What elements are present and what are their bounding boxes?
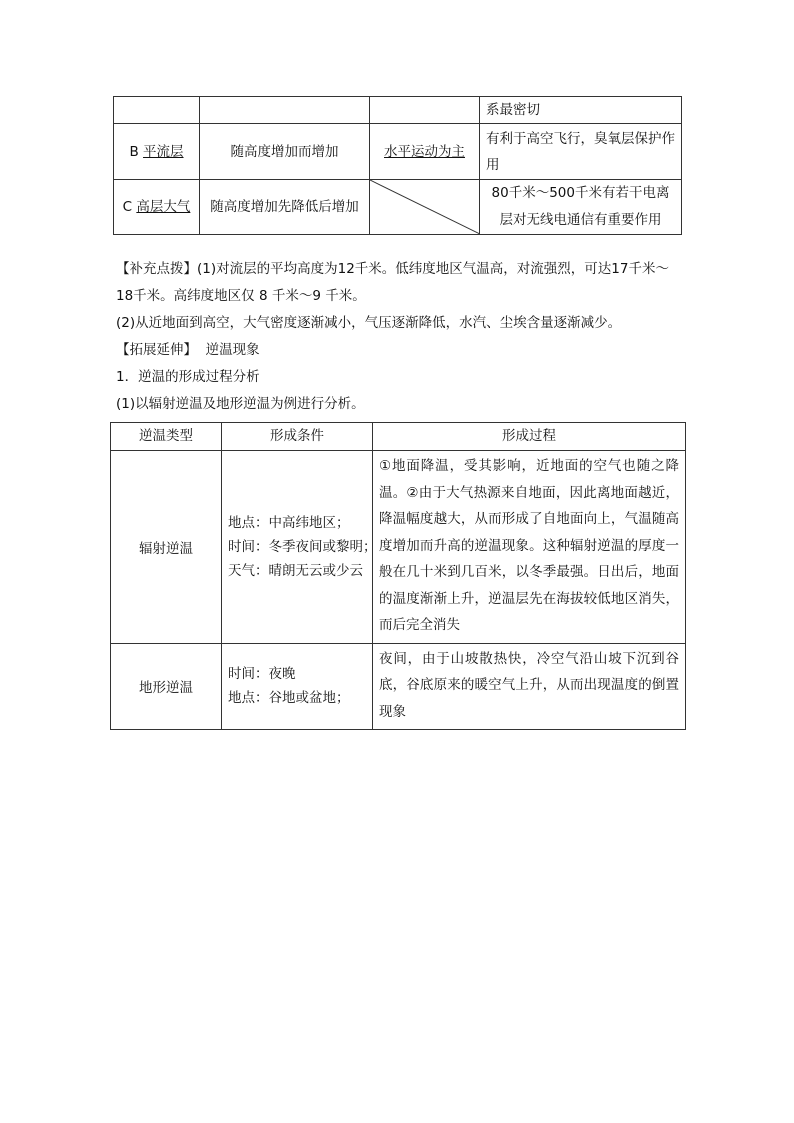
table-cell (370, 97, 480, 124)
extension-title: 逆温现象 (205, 342, 260, 358)
table-cell (200, 97, 370, 124)
relation-cell (480, 180, 682, 235)
layer-name: 平流层 (143, 143, 184, 160)
table-row (114, 124, 682, 180)
header-process: 形成过程 (373, 423, 686, 451)
table-row (114, 180, 682, 235)
table-row (114, 97, 682, 124)
header-type: 逆温类型 (111, 423, 222, 451)
section-subheading: (1)以辐射逆温及地形逆温为例进行分析。 (116, 396, 365, 412)
temperature-cell: 随高度增加而增加 (200, 124, 370, 180)
section-heading: 1．逆温的形成过程分析 (116, 369, 260, 385)
diagonal-line (370, 180, 480, 234)
inversion-table (110, 422, 686, 730)
layer-name-cell (114, 180, 200, 235)
supplement-line-1 (116, 256, 686, 283)
layer-letter: B (129, 143, 144, 160)
process-cell: 夜间，由于山坡散热快，冷空气沿山坡下沉到谷底，谷底原来的暖空气上升，从而出现温度的倒置现象 (373, 643, 686, 730)
empty-diagonal-cell (370, 180, 480, 235)
temperature-cell: 随高度增加先降低后增加 (200, 180, 370, 235)
cell-text: 系最密切 (486, 102, 540, 118)
extension-tag: 【拓展延伸】 (116, 342, 197, 358)
supplement-line-2: 18千米。高纬度地区仅 8 千米～9 千米。 (116, 288, 366, 304)
inversion-type-cell: 地形逆温 (111, 643, 222, 730)
layer-name-cell (114, 124, 200, 180)
condition-line: 时间：冬季夜间或黎明； (228, 538, 377, 555)
table-row (111, 643, 686, 730)
supplement-text: (1)对流层的平均高度为12千米。低纬度地区气温高，对流强烈，可达17千米～ (197, 261, 669, 277)
supplement-line-3: (2)从近地面到高空，大气密度逐渐减小，气压逐渐降低，水汽、尘埃含量逐渐减少。 (116, 315, 622, 331)
motion-cell (370, 124, 480, 180)
motion-text: 水平运动为主 (384, 143, 465, 160)
header-condition: 形成条件 (222, 423, 373, 451)
condition-line: 地点：谷地或盆地； (228, 690, 350, 707)
layer-letter: C (122, 199, 137, 215)
process-cell: ①地面降温，受其影响，近地面的空气也随之降温。②由于大气热源来自地面，因此离地面越近，降温幅度越大，从而形成了自地面向上，气温随高度增加而升高的逆温现象。这种辐射逆温的厚度一般在几十米到几百米，以冬季最强。日出后，地面的温度渐渐上升，逆温层先在海拔较低地区消失，而后完全消失 (373, 451, 686, 644)
condition-line: 时间：夜晚 (228, 666, 296, 683)
relation-line-1: 80千米～500千米有若干电离 (491, 185, 670, 201)
condition-cell (222, 643, 373, 730)
relation-cell: 有利于高空飞行，臭氧层保护作用 (480, 124, 682, 180)
table-cell (480, 97, 682, 124)
layer-name: 高层大气 (136, 199, 191, 215)
table-row (111, 451, 686, 644)
supplement-tag: 【补充点拨】 (116, 261, 197, 277)
condition-line: 地点：中高纬地区； (228, 514, 350, 531)
atmosphere-layers-table (113, 96, 682, 235)
relation-line-2: 层对无线电通信有重要作用 (499, 212, 662, 228)
inversion-type-cell: 辐射逆温 (111, 451, 222, 644)
table-header-row (111, 423, 686, 451)
table-cell (114, 97, 200, 124)
condition-line: 天气：晴朗无云或少云 (228, 562, 363, 579)
condition-cell (222, 451, 377, 644)
extension-heading (116, 337, 686, 364)
